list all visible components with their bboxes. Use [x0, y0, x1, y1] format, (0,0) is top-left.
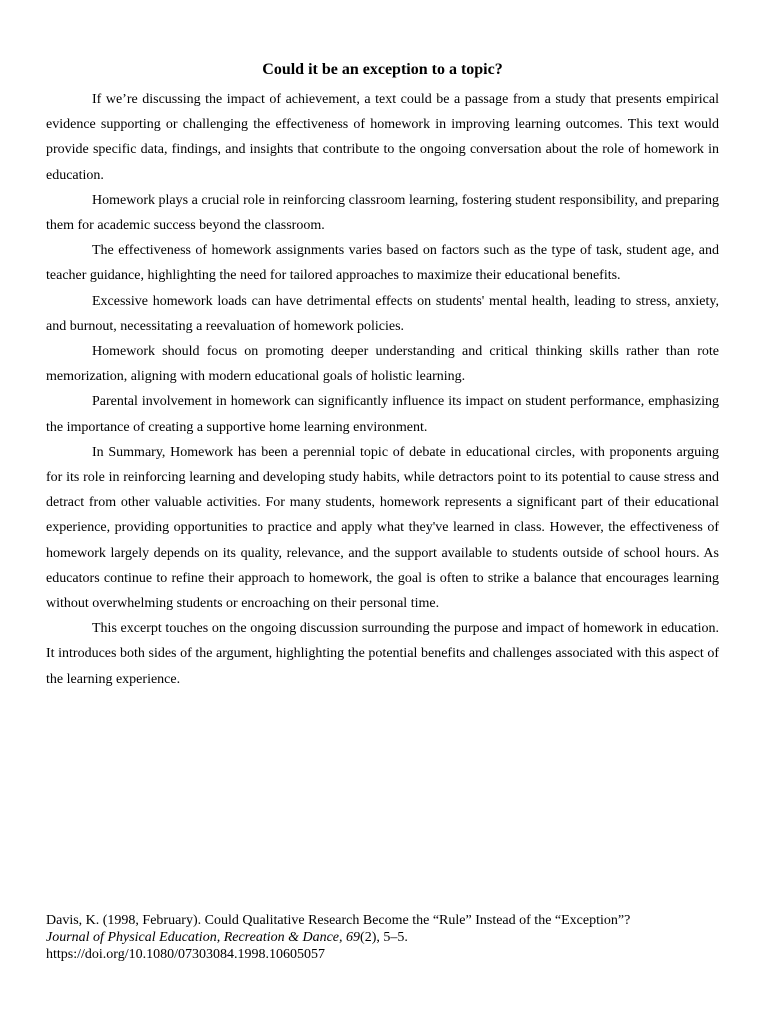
document-title: Could it be an exception to a topic? [262, 61, 503, 78]
reference-issue-pages: (2), 5–5. [360, 930, 408, 945]
paragraph-conclusion: This excerpt touches on the ongoing discussion surrounding the purpose and impact of homework in education. It introduces both sides of the argument, highlighting the potential benefits and challenges associated with this aspect of the learning experience. [46, 621, 719, 687]
reference-line-1: Davis, K. (1998, February). Could Qualitative Research Become the “Rule” Instead of the “Exception”? [46, 913, 631, 928]
paragraph-intro: If we’re discussing the impact of achievement, a text could be a passage from a study that presents empirical evidence supporting or challenging the effectiveness of homework in improving learning outcomes. This text would provide specific data, findings, and insights that contribute to the ongoing conversation about the role of homework in education. [46, 92, 719, 183]
reference-citation [46, 912, 736, 963]
reference-separator: , [339, 930, 347, 945]
paragraph-role: Homework plays a crucial role in reinforcing classroom learning, fostering student responsibility, and preparing them for academic success beyond the classroom. [46, 192, 719, 234]
paragraph-excessive-load: Excessive homework loads can have detrimental effects on students' mental health, leading to stress, anxiety, and burnout, necessitating a reevaluation of homework policies. [46, 293, 719, 334]
document-body [46, 60, 719, 692]
reference-line-2 [46, 929, 736, 946]
paragraph-effectiveness: The effectiveness of homework assignments varies based on factors such as the type of task, student age, and teacher guidance, highlighting the need for tailored approaches to maximize their educational benefits. [46, 243, 719, 284]
paragraph-summary: In Summary, Homework has been a perennial topic of debate in educational circles, with proponents arguing for its role in reinforcing learning and developing study habits, while detractors point to its potential to cause stress and detract from other valuable activities. For many students, homework represents a significant part of their educational experience, providing opportunities to practice and apply what they've learned in class. However, the effectiveness of homework largely depends on its quality, relevance, and the support available to students outside of school hours. As educators continue to refine their approach to homework, the goal is often to strike a balance that encourages learning without overwhelming students or encroaching on their personal time. [46, 444, 719, 612]
reference-volume: 69 [346, 930, 361, 945]
reference-doi-link[interactable]: https://doi.org/10.1080/07303084.1998.10605057 [46, 947, 325, 962]
reference-journal: Journal of Physical Education, Recreation & Dance [46, 930, 340, 945]
paragraph-understanding: Homework should focus on promoting deeper understanding and critical thinking skills rather than rote memorization, aligning with modern educational goals of holistic learning. [46, 344, 719, 385]
paragraph-parental: Parental involvement in homework can significantly influence its impact on student performance, emphasizing the importance of creating a supportive home learning environment. [46, 394, 719, 435]
